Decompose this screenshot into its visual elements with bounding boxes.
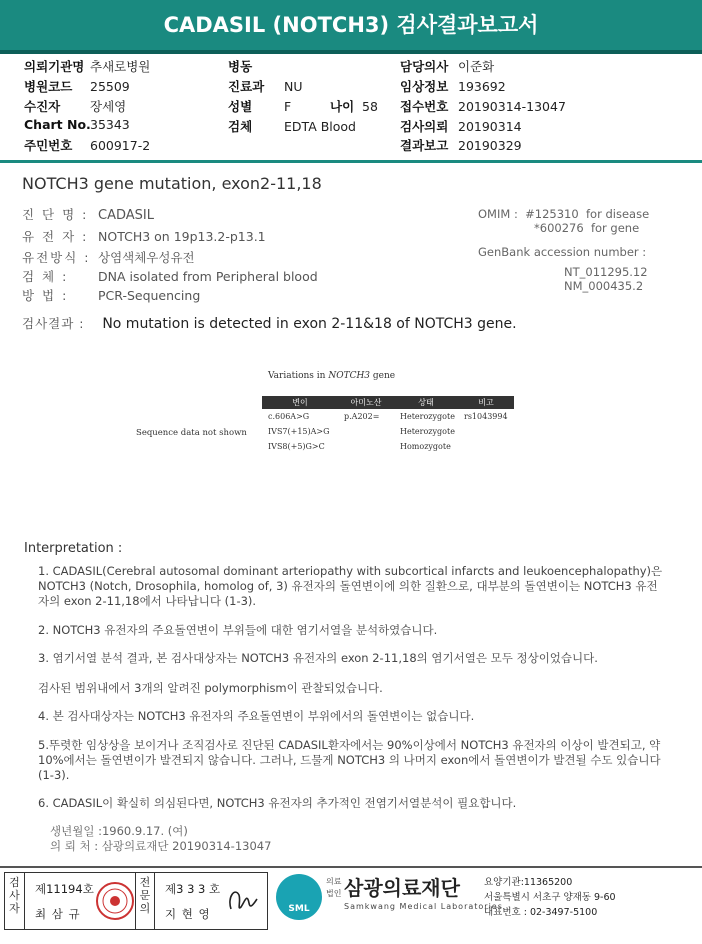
interpretation-paragraph: 3. 염기서열 분석 결과, 본 검사대상자는 NOTCH3 유전자의 exon 2-11,18의 염기서열은 모두 정상이었습니다. (38, 651, 598, 665)
field-value: NOTCH3 on 19p13.2-p13.1 (98, 229, 266, 244)
sequence-note: Sequence data not shown (136, 428, 247, 438)
omim-block (478, 207, 649, 293)
interpretation-paragraph: 2. NOTCH3 유전자의 주요돌연변이 부위들에 대한 염기서열을 분석하였습니다. (38, 623, 438, 637)
field-method (22, 286, 200, 304)
org-logo-icon: SML (276, 874, 322, 920)
table-cell: IVS7(+15)A>G (268, 426, 330, 436)
hospital-label: 의뢰기관명 (24, 59, 85, 74)
table-row (262, 409, 514, 424)
doctor-label: 담당의사 (400, 59, 449, 74)
variations-title-prefix: Variations in (268, 371, 329, 381)
result-line (22, 314, 517, 332)
signer-left-label: 검사자 (5, 873, 25, 929)
field-diagnosis (22, 205, 154, 223)
field-label: 검 체 : (22, 269, 69, 284)
doctor-value: 이준화 (458, 59, 495, 74)
resident-value: 600917-2 (90, 138, 151, 153)
variations-title-suffix: gene (370, 371, 396, 381)
field-label: 유 전 자 : (22, 229, 89, 244)
interpretation-paragraph: 검사된 범위내에서 3개의 알려진 polymorphism이 관찰되었습니다. (38, 681, 383, 695)
clinical-label: 임상정보 (400, 79, 449, 94)
code-label: 병원코드 (24, 79, 73, 94)
org-name: 삼광의료재단 (344, 876, 460, 900)
variations-title-gene: NOTCH3 (328, 371, 371, 381)
field-label: 유전방식 : (22, 250, 91, 265)
omim-disease-note: for disease (586, 207, 650, 221)
interpretation-paragraph: 5.뚜렷한 임상상을 보이거나 조직검사로 진단된 CADASIL환자에서는 90%이상에서 NOTCH3 유전자의 이상이 발견되고, 약 10%에서는 돌연변이가 발견되지 않습니다. 그러나, 드물게 NOTCH3 의 나머지 exon에서 돌연변이가 발견될 수도 있습니다 (1-3). (38, 738, 661, 782)
table-cell (338, 424, 394, 439)
org-english: Samkwang Medical Laboratories (344, 902, 503, 911)
specimen-label: 검체 (228, 119, 253, 134)
field-value: 상염색체우성유전 (98, 250, 195, 265)
requester: 의 뢰 처 : 삼광의료재단 20190314-13047 (50, 839, 272, 853)
report-date-label: 결과보고 (400, 138, 449, 153)
table-header: 아미노산 (338, 396, 394, 409)
table-cell (458, 424, 514, 439)
field-label: 진 단 명 : (22, 207, 89, 222)
request-value: 20190314 (458, 119, 522, 134)
result-label: 검사결과 : (22, 316, 85, 331)
signer-mid-number: 제3 3 3 호 (165, 882, 221, 896)
report-date-value: 20190329 (458, 138, 522, 153)
clinical-value: 193692 (458, 79, 506, 94)
dept-label: 진료과 (228, 79, 265, 94)
hospital-value: 추새로병원 (90, 59, 151, 74)
specimen-value: EDTA Blood (284, 119, 356, 134)
sex-label: 성별 (228, 99, 253, 114)
table-cell (458, 439, 514, 454)
receipt-label: 접수번호 (400, 99, 449, 114)
field-value: CADASIL (98, 208, 154, 223)
field-label: 방 법 : (22, 288, 69, 303)
signer-mid-name: 지 현 영 (165, 907, 211, 921)
table-header-row (262, 396, 514, 409)
patient-value: 장세영 (90, 99, 127, 114)
table-header: 상태 (394, 396, 458, 409)
birth-date: 생년월일 :1960.9.17. (여) (50, 824, 188, 838)
variations-title (268, 371, 395, 381)
table-cell: Heterozygote (400, 426, 455, 436)
request-label: 검사의뢰 (400, 119, 449, 134)
table-row (262, 424, 514, 439)
signer-left-number: 제11194호 (35, 882, 94, 896)
table-cell: IVS8(+5)G>C (268, 441, 325, 451)
genbank-acc1: NT_011295.12 (564, 265, 648, 279)
omim-label: OMIM : (478, 207, 518, 221)
table-cell: c.606A>G (268, 411, 310, 421)
dept-value: NU (284, 79, 303, 94)
signature-box (4, 872, 268, 930)
field-inheritance (22, 248, 195, 266)
table-cell (338, 439, 394, 454)
variations-table (262, 396, 514, 454)
table-header: 변이 (262, 396, 338, 409)
ward-label: 병동 (228, 59, 253, 74)
table-header: 비고 (458, 396, 514, 409)
seal-stamp (95, 879, 135, 923)
genbank-label: GenBank accession number : (478, 245, 647, 259)
patient-label: 수진자 (24, 99, 61, 114)
report-title: CADASIL (NOTCH3) 검사결과보고서 (163, 13, 539, 37)
chart-label: Chart No. (24, 117, 91, 132)
interpretation-paragraph: 6. CADASIL이 확실히 의심된다면, NOTCH3 유전자의 추가적인 전염기서열분석이 필요합니다. (38, 796, 517, 810)
org-prefix-bottom: 법인 (326, 889, 342, 898)
field-specimen (22, 267, 318, 285)
org-address: 서울특별시 서초구 양재동 9-60 (484, 892, 616, 903)
omim-disease-id: #125310 (525, 207, 579, 221)
result-text: No mutation is detected in exon 2-11&18 of NOTCH3 gene. (102, 316, 517, 332)
interpretation-heading: Interpretation : (24, 541, 123, 556)
table-cell: rs1043994 (464, 411, 508, 421)
signer-mid-label: 전문의 (135, 873, 155, 929)
handwritten-signature (225, 883, 261, 917)
omim-gene-id: *600276 (534, 221, 584, 235)
footer-divider (0, 866, 702, 868)
section-divider (0, 160, 702, 163)
mutation-title: NOTCH3 gene mutation, exon2-11,18 (22, 174, 322, 193)
receipt-value: 20190314-13047 (458, 99, 566, 114)
org-phone: 대표번호 : 02-3497-5100 (484, 907, 598, 918)
interpretation-paragraph: 4. 본 검사대상자는 NOTCH3 유전자의 주요돌연변이 부위에서의 돌연변이는 없습니다. (38, 709, 475, 723)
resident-label: 주민번호 (24, 138, 73, 153)
interpretation-paragraph: 1. CADASIL(Cerebral autosomal dominant arteriopathy with subcortical infarcts and leukoencephalopathy)은 NOTCH3 (Notch, Drosophila, homolog of, 3) 유전자의 돌연변이에 의한 질환으로, 대부분의 돌연변이는 NOTCH3 유전자의 exon 2-11,18에서 나타납니다 (1-3). (38, 564, 663, 608)
signer-left-name: 최 삼 규 (35, 907, 81, 921)
sex-value: F (284, 99, 292, 114)
table-row (262, 439, 514, 454)
org-license: 요양기관:11365200 (484, 877, 573, 888)
field-value: DNA isolated from Peripheral blood (98, 269, 318, 284)
report-header (0, 0, 702, 54)
age-label: 나이 (330, 99, 355, 114)
field-gene (22, 227, 266, 245)
table-cell: p.A202= (344, 411, 380, 421)
omim-gene-note: for gene (590, 221, 640, 235)
table-cell: Homozygote (400, 441, 451, 451)
org-prefix-top: 의료 (326, 877, 342, 886)
chart-value: 35343 (90, 117, 130, 132)
table-cell: Heterozygote (400, 411, 455, 421)
genbank-acc2: NM_000435.2 (564, 279, 644, 293)
code-value: 25509 (90, 79, 130, 94)
field-value: PCR-Sequencing (98, 288, 201, 303)
age-value: 58 (362, 99, 378, 114)
